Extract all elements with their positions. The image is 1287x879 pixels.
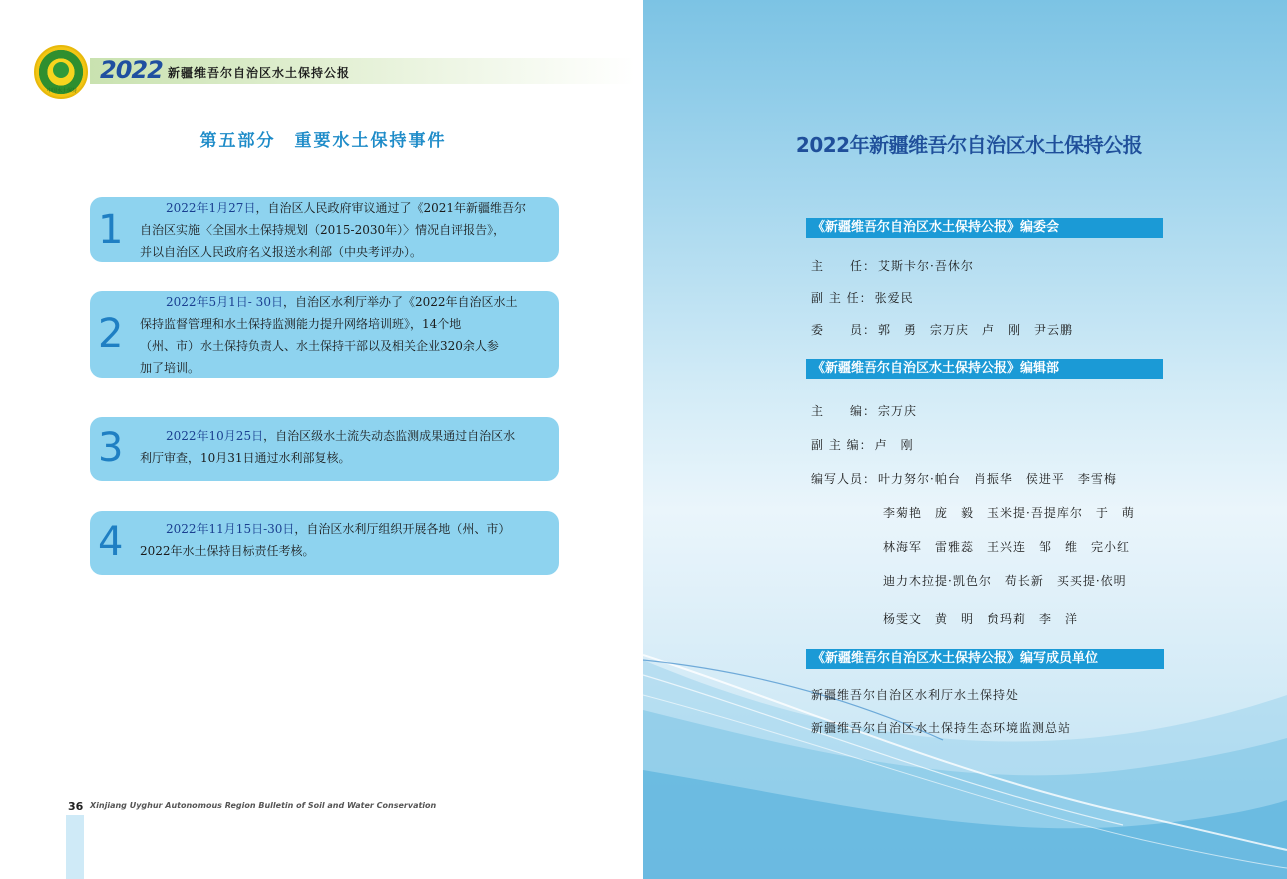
- event-text: [140, 197, 547, 263]
- event-card-1: [90, 197, 559, 262]
- bulletin-title: 2022年新疆维吾尔自治区水土保持公报: [795, 133, 1143, 157]
- deputy-director-label: 副 主 任：: [811, 291, 873, 305]
- members-names: 郭 勇 宗万庆 卢 刚 尹云鹏: [878, 323, 1074, 337]
- event-card-2: [90, 291, 559, 378]
- event-text: [140, 425, 547, 469]
- deputy-editor-name: 卢 刚: [874, 438, 914, 452]
- footer-strip: [66, 815, 84, 879]
- members-label: 委 员：: [811, 323, 877, 337]
- chief-editor-row: [811, 402, 917, 419]
- event-number: 2: [98, 311, 124, 357]
- soil-conservation-logo-icon: [34, 45, 88, 99]
- left-page: [0, 0, 643, 879]
- header-title: 新疆维吾尔自治区水土保持公报: [168, 66, 351, 80]
- event-number: 1: [98, 207, 124, 253]
- page-number: 36: [68, 800, 84, 813]
- event-card-3: [90, 417, 559, 481]
- event-date: 2022年1月27日: [166, 201, 256, 215]
- chief-editor-name: 宗万庆: [878, 404, 918, 418]
- section-title: 第五部分 重要水土保持事件: [199, 131, 447, 151]
- header-year: 2022: [100, 56, 163, 84]
- event-line: 利厅审查，10月31日通过水利部复核。: [140, 451, 351, 465]
- editors-row: 林海军 雷雅蕊 王兴连 邹 维 完小红: [883, 540, 1131, 554]
- footer-text: Xinjiang Uyghur Autonomous Region Bulletin of Soil and Water Conservation: [90, 801, 437, 810]
- director-label: 主 任：: [811, 259, 877, 273]
- event-line: ，自治区水利厅组织开展各地（州、市）: [294, 522, 511, 536]
- event-number: 4: [98, 519, 124, 565]
- deputy-editor-label: 副 主 编：: [811, 438, 873, 452]
- event-line: 并以自治区人民政府名义报送水利部（中央考评办）。: [140, 245, 423, 259]
- editorial-board-heading: 《新疆维吾尔自治区水土保持公报》编委会: [806, 218, 1163, 238]
- event-date: 2022年10月25日: [166, 429, 264, 443]
- logo-text: 中国水土保持: [46, 88, 77, 94]
- event-line: ，自治区水利厅举办了《2022年自治区水土: [282, 295, 518, 309]
- event-text: [140, 291, 547, 379]
- event-line: 保持监督管理和水土保持监测能力提升网络培训班》，14个地: [140, 317, 462, 331]
- deputy-director-row: [811, 289, 914, 306]
- event-line: ，自治区级水土流失动态监测成果通过自治区水: [263, 429, 516, 443]
- logo-emblem: [51, 60, 71, 80]
- editors-label: 编写人员：: [811, 472, 877, 486]
- member-unit: 新疆维吾尔自治区水利厅水土保持处: [811, 688, 1020, 702]
- member-unit: 新疆维吾尔自治区水土保持生态环境监测总站: [811, 721, 1072, 735]
- editors-names: 叶力努尔·帕台 肖振华 侯进平 李雪梅: [878, 472, 1117, 486]
- event-number: 3: [98, 425, 124, 471]
- members-row: [811, 321, 1073, 338]
- editorial-dept-heading: 《新疆维吾尔自治区水土保持公报》编辑部: [806, 359, 1163, 379]
- event-card-4: [90, 511, 559, 575]
- director-name: 艾斯卡尔·吾休尔: [878, 259, 974, 273]
- event-date: 2022年11月15日-30日: [166, 522, 295, 536]
- member-units-heading: 《新疆维吾尔自治区水土保持公报》编写成员单位: [806, 649, 1164, 669]
- editors-row: 杨雯文 黄 明 贠玛莉 李 洋: [883, 612, 1079, 626]
- right-page: [643, 0, 1287, 879]
- deputy-editor-row: [811, 436, 914, 453]
- event-line: 2022年水土保持目标责任考核。: [140, 544, 315, 558]
- editors-row: 李菊艳 庞 毅 玉米提·吾提库尔 于 萌: [883, 506, 1135, 520]
- event-line: ，自治区人民政府审议通过了《2021年新疆维吾尔: [255, 201, 526, 215]
- event-line: （州、市）水土保持负责人、水土保持干部以及相关企业320余人参: [140, 339, 499, 353]
- director-row: [811, 257, 974, 274]
- wave-decoration: [643, 600, 1287, 879]
- event-text: [140, 518, 547, 562]
- event-line: 自治区实施〈全国水土保持规划（2015-2030年）〉情况自评报告》，: [140, 223, 506, 237]
- event-line: 加了培训。: [140, 361, 201, 375]
- editors-row: [811, 470, 1117, 487]
- chief-editor-label: 主 编：: [811, 404, 877, 418]
- deputy-director-name: 张爱民: [874, 291, 914, 305]
- event-date: 2022年5月1日- 30日: [166, 295, 283, 309]
- editors-row: 迪力木拉提·凯色尔 苟长新 买买提·依明: [883, 574, 1127, 588]
